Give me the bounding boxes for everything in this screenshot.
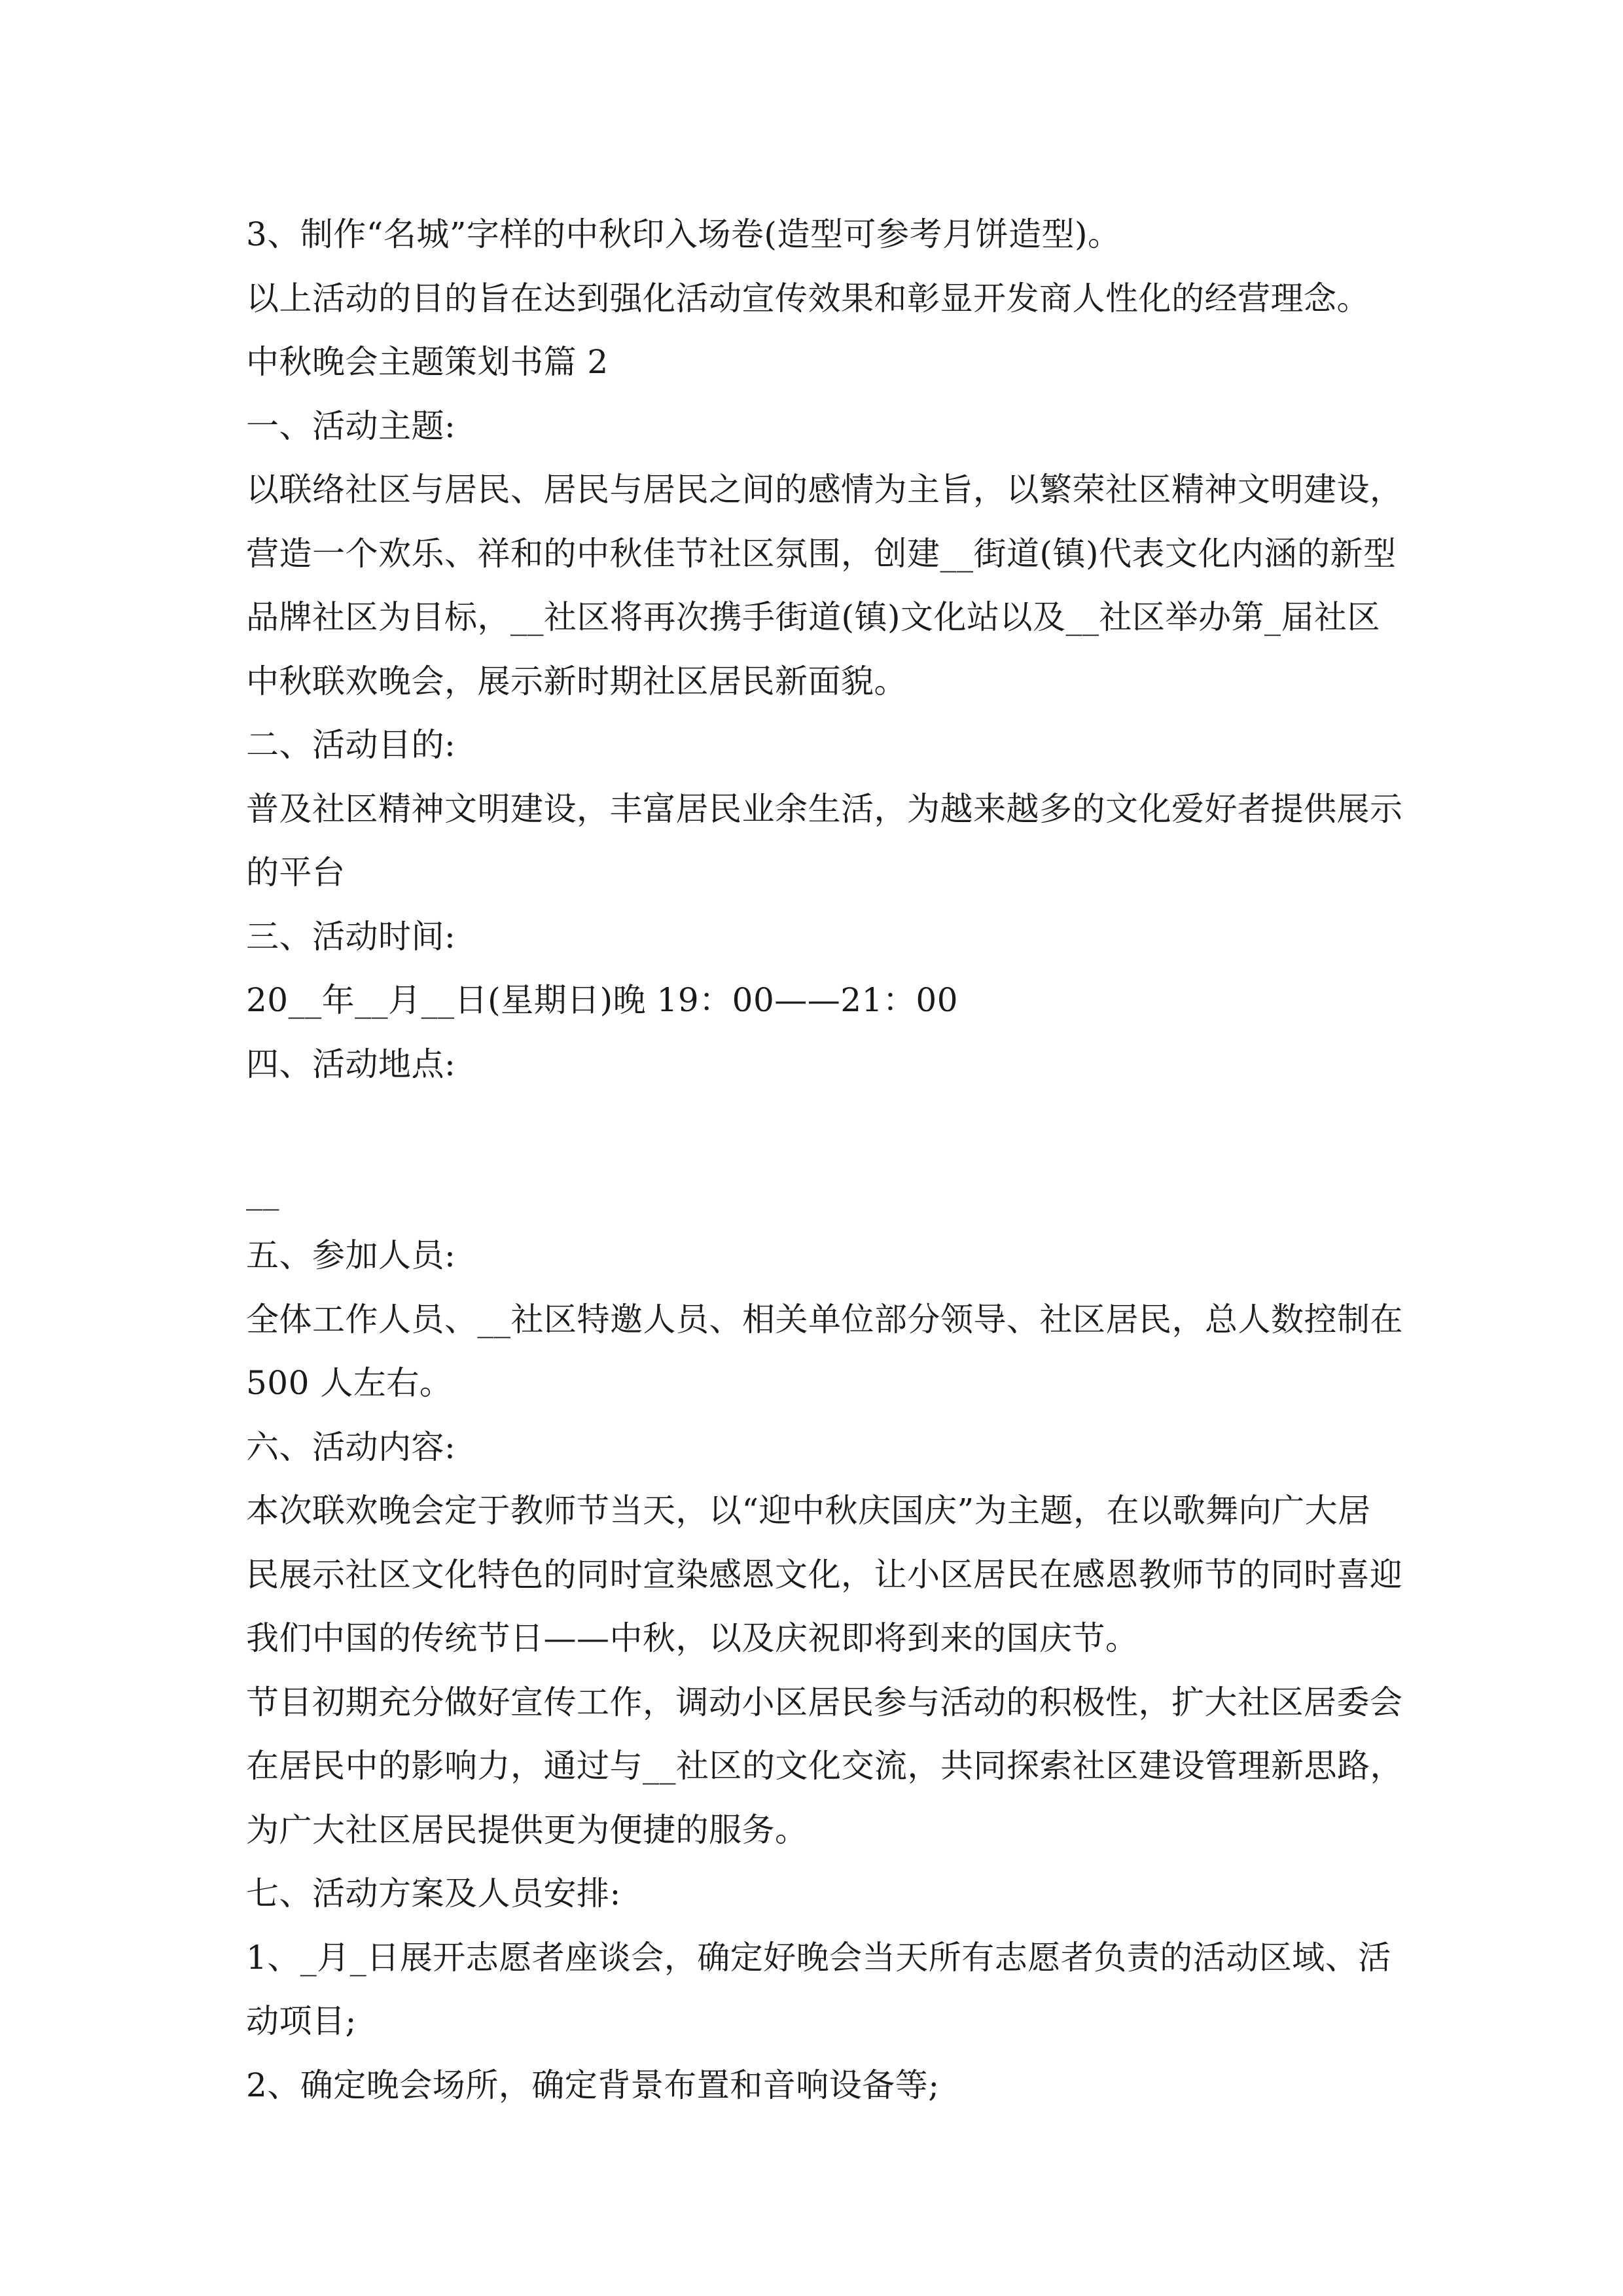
paragraph-line: __ [246, 1172, 279, 1211]
section-heading-time: 三、活动时间: [246, 917, 456, 956]
document-body [246, 203, 1403, 2117]
paragraph-line: 20__年__月__日(星期日)晚 19：00——21：00 [246, 981, 959, 1019]
paragraph-line: 我们中国的传统节日——中秋，以及庆祝即将到来的国庆节。 [246, 1619, 1139, 1657]
list-item: 1、_月_日展开志愿者座谈会，确定好晚会当天所有志愿者负责的活动区域、活 [246, 1938, 1391, 1977]
paragraph-line: 为广大社区居民提供更为便捷的服务。 [246, 1810, 808, 1849]
list-item-continuation: 动项目; [246, 2002, 357, 2040]
paragraph-line: 民展示社区文化特色的同时宣染感恩文化，让小区居民在感恩教师节的同时喜迎 [246, 1555, 1403, 1594]
paragraph-line: 节目初期充分做好宣传工作，调动小区居民参与活动的积极性，扩大社区居委会 [246, 1683, 1403, 1721]
paragraph-line: 500 人左右。 [246, 1364, 453, 1402]
list-item: 2、确定晚会场所，确定背景布置和音响设备等; [246, 2066, 940, 2104]
paragraph-line: 营造一个欢乐、祥和的中秋佳节社区氛围，创建__街道(镇)代表文化内涵的新型 [246, 534, 1397, 573]
list-item: 3、制作“名城”字样的中秋印入场卷(造型可参考月饼造型)。 [246, 215, 1121, 253]
section-heading-plan: 七、活动方案及人员安排: [246, 1874, 621, 1912]
paragraph-line: 以上活动的目的旨在达到强化活动宣传效果和彰显开发商人性化的经营理念。 [246, 279, 1370, 317]
section-heading-purpose: 二、活动目的: [246, 726, 456, 764]
paragraph-line: 的平台 [246, 853, 346, 891]
section-heading-participants: 五、参加人员: [246, 1236, 456, 1274]
paragraph-line: 普及社区精神文明建设，丰富居民业余生活，为越来越多的文化爱好者提供展示 [246, 789, 1403, 828]
section-heading-content: 六、活动内容: [246, 1427, 456, 1466]
paragraph-line: 以联络社区与居民、居民与居民之间的感情为主旨，以繁荣社区精神文明建设， [246, 471, 1403, 509]
section-heading-location: 四、活动地点: [246, 1045, 456, 1083]
section-heading-theme: 一、活动主题: [246, 406, 456, 445]
paragraph-line: 本次联欢晚会定于教师节当天，以“迎中秋庆国庆”为主题，在以歌舞向广大居 [246, 1492, 1371, 1530]
paragraph-line: 品牌社区为目标，__社区将再次携手街道(镇)文化站以及__社区举办第_届社区 [246, 598, 1381, 636]
blank-line [246, 1096, 1385, 1160]
paragraph-line: 全体工作人员、__社区特邀人员、相关单位部分领导、社区居民，总人数控制在 [246, 1300, 1403, 1338]
paragraph-line: 在居民中的影响力，通过与__社区的文化交流，共同探索社区建设管理新思路， [246, 1747, 1403, 1785]
paragraph-line: 中秋联欢晚会，展示新时期社区居民新面貌。 [246, 662, 907, 700]
section-title: 中秋晚会主题策划书篇 2 [246, 343, 609, 381]
